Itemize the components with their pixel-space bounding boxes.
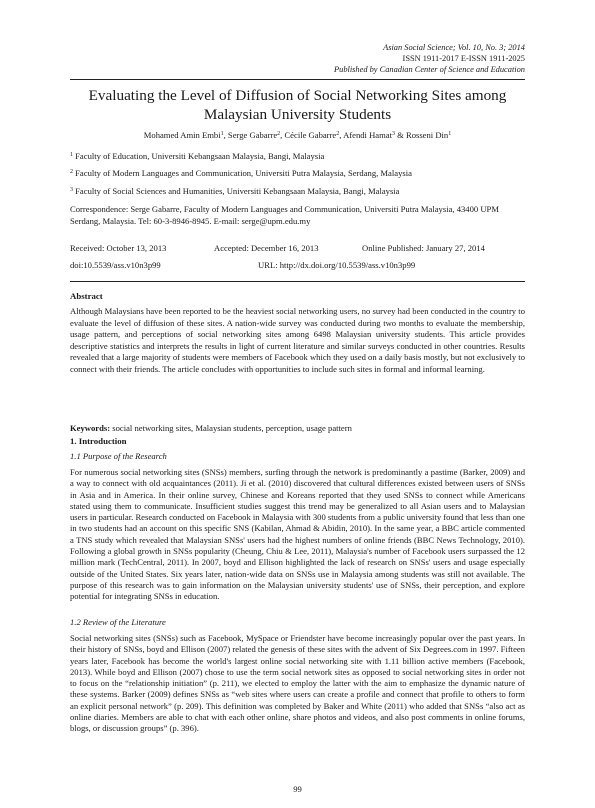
affiliation-text: Faculty of Education, Universiti Kebangsaan Malaysia, Bangi, Malaysia	[75, 151, 325, 161]
author-name: Rosseni Din	[405, 130, 449, 140]
affiliation-number: 3	[70, 186, 73, 193]
body-paragraph: Social networking sites (SNSs) such as Facebook, MySpace or Friendster have become increasingly popular over the past years. In their history of SNSs, boyd and Ellison (2007) related the genesis of these sites with the advent of Six Degrees.com in 1997. Fifteen years later, Facebook has become the world's largest online social networking site with 1.11 billion active members (Facebook, 2013). While boyd and Ellison (2007) chose to use the term social network sites as opposed to social networking sites in order not to focus on the “relationship initiation” (p. 211), we elected to employ the latter with the aim to emphasize the dynamic nature of these systems. Barker (2009) defines SNSs as “web sites where users can create a profile and connect that profile to others to form an explicit personal network” (p. 209). This definition was completed by Baker and White (2011) who added that SNSs “also act as online diaries. Members are able to chat with each other online, share photos and videos, and also post comments in online forums, blogs, or discussion groups” (p. 396).	[70, 633, 525, 734]
section-heading-introduction: 1. Introduction	[70, 436, 127, 446]
subsection-heading-purpose: 1.1 Purpose of the Research	[70, 451, 167, 461]
keywords-list: social networking sites, Malaysian students, perception, usage pattern	[112, 423, 352, 433]
journal-citation: Asian Social Science; Vol. 10, No. 3; 2014	[383, 43, 525, 52]
affiliation	[70, 165, 525, 182]
abstract-heading: Abstract	[70, 291, 103, 301]
author-affil-mark: 2	[277, 131, 281, 137]
affiliation-number: 2	[70, 169, 73, 176]
accepted-date: Accepted: December 16, 2013	[214, 243, 319, 253]
affiliation	[70, 148, 525, 165]
page-number: 99	[293, 784, 302, 794]
author-separator: ,	[339, 130, 344, 140]
author-name: Afendi Hamat	[343, 130, 392, 140]
section-divider	[70, 281, 525, 282]
author-list	[70, 129, 525, 141]
author-affil-mark: 2	[336, 131, 340, 137]
affiliation-text: Faculty of Modern Languages and Communication, Universiti Putra Malaysia, Serdang, Malaysia	[75, 168, 412, 179]
affiliation-list	[70, 148, 525, 200]
abstract-text: Although Malaysians have been reported to be the heaviest social networking users, no survey had been conducted in the country to evaluate the level of diffusion of these sites. A nation-wide survey was conducted during two months to evaluate the membership, usage pattern, and perceptions of social networking sites among 6498 Malaysian university students. This article provides descriptive statistics and interprets the results in light of current literature and similar surveys conducted in other countries. Results revealed that a large majority of students were members of Facebook which they used on a daily basis mostly, but not exclusively to connect with their friends. The article concludes with opportunities to include such sites in formal and informal learning.	[70, 306, 525, 374]
affiliation-text: Faculty of Social Sciences and Humanities, Universiti Kebangsaan Malaysia, Bangi, Malaysia	[75, 185, 400, 196]
published-date: Online Published: January 27, 2014	[362, 243, 485, 253]
subsection-heading-review: 1.2 Review of the Literature	[70, 617, 166, 627]
author-affil-mark: 1	[220, 131, 224, 137]
paper-title: Evaluating the Level of Diffusion of Social Networking Sites among Malaysian University Students	[88, 87, 507, 123]
author-name: Mohamed Amin Embi	[143, 130, 221, 140]
author-affil-mark: 1	[448, 131, 452, 137]
header-divider	[70, 79, 525, 80]
doi: doi:10.5539/ass.v10n3p99	[70, 260, 161, 270]
author-name: Serge Gabarre	[227, 130, 278, 140]
journal-header	[334, 42, 525, 75]
publication-dates	[70, 240, 525, 274]
author-affil-mark: 3	[391, 131, 395, 137]
doi-url-link[interactable]: URL: http://dx.doi.org/10.5539/ass.v10n3p99	[258, 260, 416, 270]
affiliation	[70, 183, 525, 200]
correspondence: Correspondence: Serge Gabarre, Faculty of Modern Languages and Communication, Universiti Putra Malaysia, 43400 UPM Serdang, Malaysia. Tel: 60-3-8946-8945. E-mail: serge@upm.edu.my	[70, 204, 499, 226]
journal-issn: ISSN 1911-2017 E-ISSN 1911-2025	[402, 54, 525, 63]
body-paragraph: For numerous social networking sites (SNSs) members, surfing through the network is predominantly a pastime (Barker, 2009) and a way to connect with old acquaintances (2011). Ji et al. (2010) discovered that cultural differences existed between users of SNSs in Asia and in America. In their online survey, Chinese and Koreans reported that they used SNSs to connect while Americans stated using them to communicate. Insufficient studies suggest this trend may be generalized to all Asian users and to Malaysian users in particular. Research conducted on Facebook in Malaysia with 300 students from a public university found that less than one in two students had an account on this specific SNS (Kabilan, Ahmad & Abidin, 2010). In the same year, a BBC article commented a TNS study which revealed that Malaysian SNSs' users had the highest numbers of online friends (BBC News Technology, 2010). Following a global growth in SNSs popularity (Cheung, Chiu & Lee, 2011), Malaysia's number of Facebook users surpassed the 12 million mark (TechCentral, 2011). In 2007, boyd and Ellison highlighted the lack of research on SNSs' users and usage especially outside of the United States. Six years later, nation-wide data on SNSs use in Malaysia among students was still not available. The purpose of this research was to gain information on the Malaysian university students' use of SNSs, their perception, and explore potential for integrating SNSs in education.	[70, 467, 525, 602]
author-name: Cécile Gabarre	[284, 130, 337, 140]
affiliation-number: 1	[70, 152, 73, 158]
author-separator: ,	[223, 130, 228, 140]
journal-publisher: Published by Canadian Center of Science and Education	[334, 65, 525, 74]
received-date: Received: October 13, 2013	[70, 243, 167, 253]
keywords-label: Keywords:	[70, 423, 111, 433]
keywords	[70, 423, 525, 435]
author-separator: &	[394, 130, 406, 140]
author-separator: ,	[280, 130, 285, 140]
